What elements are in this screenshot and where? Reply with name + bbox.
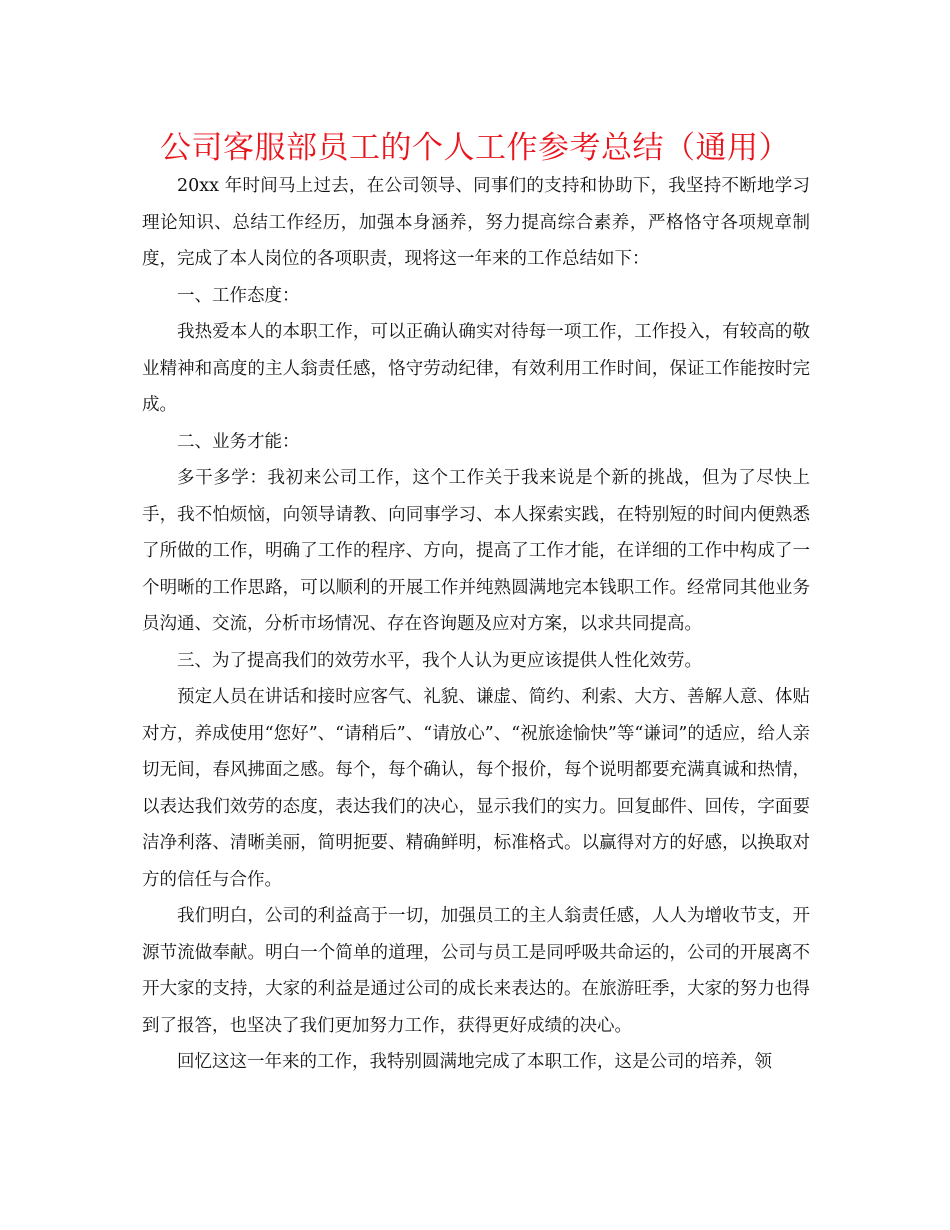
paragraph-company-interest: 我们明白，公司的利益高于一切，加强员工的主人翁责任感，人人为增收节支，开源节流做奉献。明白一个简单的道理，公司与员工是同呼吸共命运的，公司的开展离不开大家的支持，大家的利益是通过公司的成长来表达的。在旅游旺季，大家的努力也得到了报答，也坚决了我们更加努力工作，获得更好成绩的决心。 [142,906,810,1036]
paragraph-intro: 20xx 年时间马上过去，在公司领导、同事们的支持和协助下，我坚持不断地学习理论知识、总结工作经历，加强本身涵养，努力提高综合素养，严格恪守各项规章制度，完成了本人岗位的各项职责，现将这一年来的工作总结如下： [142,176,810,269]
document-body [142,168,810,1081]
paragraph-ability: 多干多学：我初来公司工作，这个工作关于我来说是个新的挑战，但为了尽快上手，我不怕烦恼，向领导请教、向同事学习、本人探索实践，在特别短的时间内便熟悉了所做的工作，明确了工作的程序、方向，提高了工作才能，在详细的工作中构成了一个明晰的工作思路，可以顺利的开展工作并纯熟圆满地完本钱职工作。经常同其他业务员沟通、交流，分析市场情况、存在咨询题及应对方案，以求共同提高。 [142,468,810,634]
section-heading-service: 三、为了提高我们的效劳水平，我个人认为更应该提供人性化效劳。 [177,650,702,671]
document-title: 公司客服部员工的个人工作参考总结（通用） [160,130,790,166]
paragraph-review: 回忆这这一年来的工作，我特别圆满地完成了本职工作，这是公司的培养，领 [177,1052,772,1072]
paragraph-service: 预定人员在讲话和接时应客气、礼貌、谦虚、简约、利索、大方、善解人意、体贴对方，养成使用“您好”、“请稍后”、“请放心”、“祝旅途愉快”等“谦词”的适应，给人亲切无间，春风拂面之感。每个，每个确认，每个报价，每个说明都要充满真诚和热情，以表达我们效劳的态度，表达我们的决心，显示我们的实力。回复邮件、回传，字面要洁净利落、清晰美丽，简明扼要、精确鲜明，标准格式。以赢得对方的好感，以换取对方的信任与合作。 [142,687,810,890]
paragraph-attitude: 我热爱本人的本职工作，可以正确认确实对待每一项工作，工作投入，有较高的敬业精神和高度的主人翁责任感，恪守劳动纪律，有效利用工作时间，保证工作能按时完成。 [142,322,810,415]
section-heading-ability: 二、业务才能： [177,431,300,452]
section-heading-attitude: 一、工作态度： [177,285,300,306]
